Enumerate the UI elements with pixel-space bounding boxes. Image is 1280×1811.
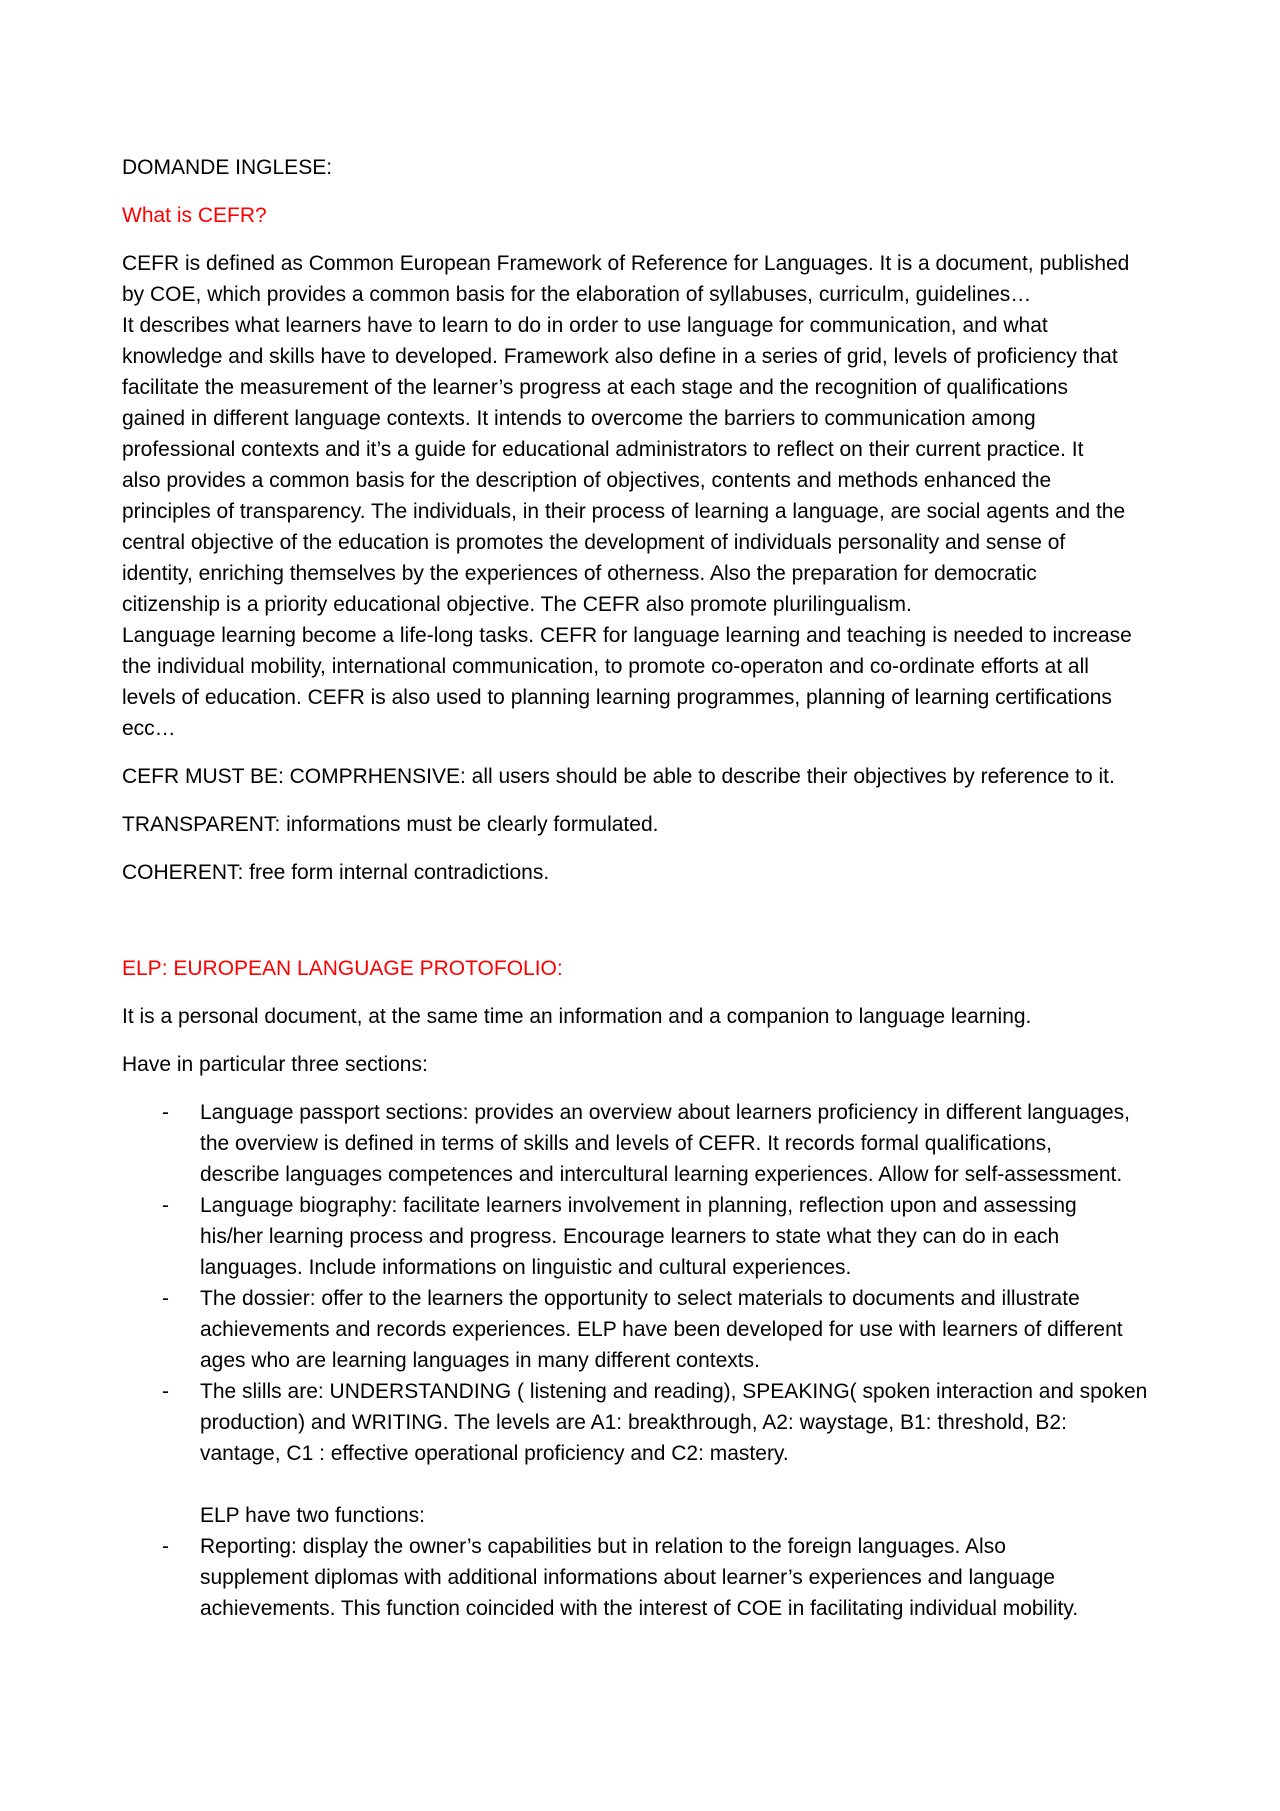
cefr-body-line: gained in different language contexts. It intends to overcome the barriers to communication among	[122, 407, 1036, 430]
list-item-line: achievements. This function coincided with the interest of COE in facilitating individual mobility.	[200, 1597, 1079, 1620]
bullet-dash: -	[162, 1101, 169, 1124]
document-title: DOMANDE INGLESE:	[122, 156, 333, 179]
document-page	[122, 152, 1167, 1624]
elp-functions-list	[122, 1531, 1167, 1624]
list-item-line: vantage, C1 : effective operational proficiency and C2: mastery.	[200, 1442, 789, 1465]
elp-heading: ELP: EUROPEAN LANGUAGE PROTOFOLIO:	[122, 957, 563, 980]
list-item	[122, 1283, 1167, 1376]
bullet-dash: -	[162, 1194, 169, 1217]
cefr-heading: What is CEFR?	[122, 204, 267, 227]
list-item-line: The slills are: UNDERSTANDING ( listening and reading), SPEAKING( spoken interaction and spoken	[200, 1380, 1148, 1403]
section-spacer	[122, 905, 1167, 953]
list-item-line: languages. Include informations on linguistic and cultural experiences.	[200, 1256, 852, 1279]
cefr-transparent: TRANSPARENT: informations must be clearly formulated.	[122, 813, 659, 836]
list-item	[122, 1376, 1167, 1469]
cefr-body-paragraph	[122, 248, 1167, 744]
elp-intro: It is a personal document, at the same time an information and a companion to language learning.	[122, 1005, 1032, 1028]
cefr-must-be: CEFR MUST BE: COMPRHENSIVE: all users should be able to describe their objectives by reference to it.	[122, 765, 1115, 788]
list-item-line: achievements and records experiences. ELP have been developed for use with learners of different	[200, 1318, 1123, 1341]
list-item-line: Language biography: facilitate learners involvement in planning, reflection upon and assessing	[200, 1194, 1077, 1217]
cefr-body-line: identity, enriching themselves by the experiences of otherness. Also the preparation for democratic	[122, 562, 1037, 585]
list-item-line: ages who are learning languages in many different contexts.	[200, 1349, 760, 1372]
cefr-body-line: knowledge and skills have to developed. Framework also define in a series of grid, levels of proficiency that	[122, 345, 1118, 368]
cefr-body-line: levels of education. CEFR is also used to planning learning programmes, planning of learning certifications	[122, 686, 1112, 709]
list-item-line: Reporting: display the owner’s capabilities but in relation to the foreign languages. Also	[200, 1535, 1006, 1558]
bullet-dash: -	[162, 1380, 169, 1403]
cefr-body-line: professional contexts and it’s a guide for educational administrators to reflect on their current practice. It	[122, 438, 1084, 461]
bullet-dash: -	[162, 1287, 169, 1310]
cefr-body-line: central objective of the education is promotes the development of individuals personality and sense of	[122, 531, 1066, 554]
list-item-line: describe languages competences and intercultural learning experiences. Allow for self-assessment.	[200, 1163, 1123, 1186]
list-item	[122, 1097, 1167, 1190]
cefr-body-line: principles of transparency. The individuals, in their process of learning a language, are social agents and the	[122, 500, 1126, 523]
cefr-body-line: Language learning become a life-long tasks. CEFR for language learning and teaching is needed to increase	[122, 624, 1132, 647]
cefr-body-line: by COE, which provides a common basis for the elaboration of syllabuses, curriculm, guidelines…	[122, 283, 1032, 306]
cefr-coherent: COHERENT: free form internal contradictions.	[122, 861, 550, 884]
list-item-line: Language passport sections: provides an overview about learners proficiency in different languages,	[200, 1101, 1131, 1124]
elp-sections-intro: Have in particular three sections:	[122, 1053, 428, 1076]
cefr-body-line: It describes what learners have to learn to do in order to use language for communication, and what	[122, 314, 1048, 337]
elp-sections-list	[122, 1097, 1167, 1469]
list-item-line: the overview is defined in terms of skills and levels of CEFR. It records formal qualifications,	[200, 1132, 1053, 1155]
elp-functions-intro: ELP have two functions:	[200, 1504, 425, 1527]
list-item-line: The dossier: offer to the learners the opportunity to select materials to documents and illustrate	[200, 1287, 1080, 1310]
cefr-body-line: CEFR is defined as Common European Framework of Reference for Languages. It is a document, published	[122, 252, 1130, 275]
list-item-line: his/her learning process and progress. Encourage learners to state what they can do in each	[200, 1225, 1060, 1248]
list-item-line: supplement diplomas with additional informations about learner’s experiences and language	[200, 1566, 1055, 1589]
list-item	[122, 1531, 1167, 1624]
cefr-body-line: also provides a common basis for the description of objectives, contents and methods enhanced the	[122, 469, 1052, 492]
list-item	[122, 1190, 1167, 1283]
blank-line	[122, 1469, 1167, 1500]
cefr-body-line: ecc…	[122, 717, 176, 740]
cefr-body-line: facilitate the measurement of the learner’s progress at each stage and the recognition of qualifications	[122, 376, 1068, 399]
bullet-dash: -	[162, 1535, 169, 1558]
list-item-line: production) and WRITING. The levels are A1: breakthrough, A2: waystage, B1: threshold, B2:	[200, 1411, 1067, 1434]
cefr-body-line: the individual mobility, international communication, to promote co-operaton and co-ordinate efforts at all	[122, 655, 1089, 678]
cefr-body-line: citizenship is a priority educational objective. The CEFR also promote plurilingualism.	[122, 593, 912, 616]
